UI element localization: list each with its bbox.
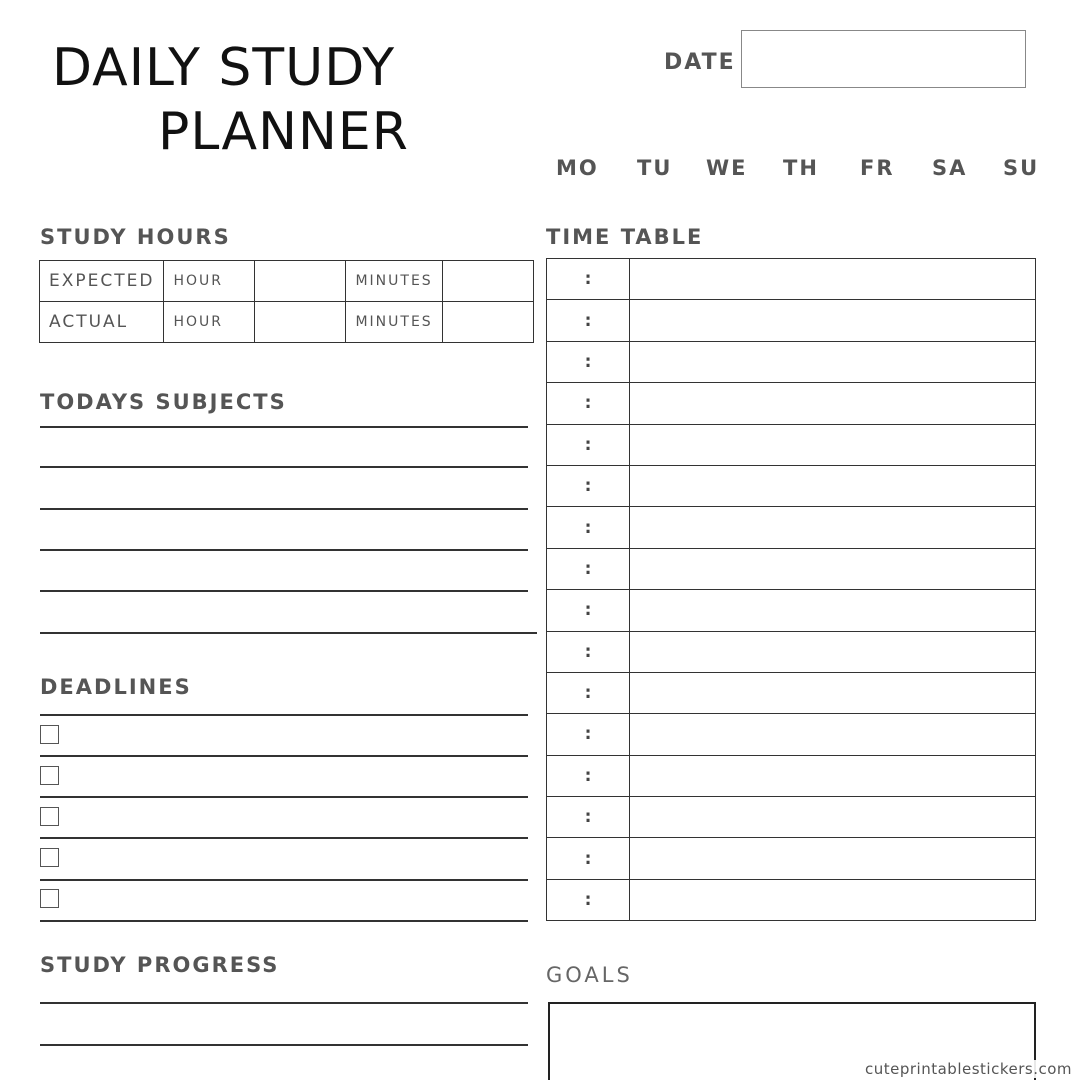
activity-field[interactable] bbox=[630, 590, 1036, 631]
activity-field[interactable] bbox=[630, 507, 1036, 548]
time-table-row bbox=[547, 259, 1036, 300]
activity-field[interactable] bbox=[630, 714, 1036, 755]
activity-field[interactable] bbox=[630, 465, 1036, 506]
day-monday[interactable]: MO bbox=[556, 156, 599, 180]
subject-line[interactable] bbox=[40, 466, 528, 468]
time-slot-field[interactable]: : bbox=[547, 714, 630, 755]
time-table-row bbox=[547, 714, 1036, 755]
time-slot-field[interactable]: : bbox=[547, 507, 630, 548]
activity-field[interactable] bbox=[630, 341, 1036, 382]
deadline-checkbox[interactable] bbox=[40, 766, 59, 785]
activity-field[interactable] bbox=[630, 383, 1036, 424]
time-table-row bbox=[547, 424, 1036, 465]
activity-field[interactable] bbox=[630, 672, 1036, 713]
page-title-line-1: DAILY STUDY bbox=[52, 38, 396, 98]
deadline-line bbox=[40, 796, 528, 798]
time-table bbox=[546, 258, 1036, 921]
time-table-row bbox=[547, 548, 1036, 589]
study-hours-heading: STUDY HOURS bbox=[40, 225, 231, 249]
time-table-row bbox=[547, 631, 1036, 672]
time-slot-field[interactable]: : bbox=[547, 259, 630, 300]
activity-field[interactable] bbox=[630, 424, 1036, 465]
day-thursday[interactable]: TH bbox=[783, 156, 819, 180]
goals-heading: GOALS bbox=[546, 963, 633, 987]
subjects-heading: TODAYS SUBJECTS bbox=[40, 390, 287, 414]
activity-field[interactable] bbox=[630, 755, 1036, 796]
page-title-line-2: PLANNER bbox=[158, 102, 409, 162]
expected-label: EXPECTED bbox=[40, 261, 164, 302]
time-slot-field[interactable]: : bbox=[547, 465, 630, 506]
progress-line[interactable] bbox=[40, 1002, 528, 1004]
activity-field[interactable] bbox=[630, 838, 1036, 879]
time-slot-field[interactable]: : bbox=[547, 755, 630, 796]
deadline-checkbox[interactable] bbox=[40, 725, 59, 744]
minutes-label: MINUTES bbox=[346, 261, 442, 302]
actual-minutes-field[interactable] bbox=[442, 302, 533, 343]
study-hours-row-expected bbox=[40, 261, 534, 302]
actual-label: ACTUAL bbox=[40, 302, 164, 343]
time-table-row bbox=[547, 797, 1036, 838]
activity-field[interactable] bbox=[630, 548, 1036, 589]
time-slot-field[interactable]: : bbox=[547, 838, 630, 879]
activity-field[interactable] bbox=[630, 879, 1036, 920]
study-hours-row-actual bbox=[40, 302, 534, 343]
date-label: DATE bbox=[664, 50, 736, 75]
date-field[interactable] bbox=[741, 30, 1026, 88]
progress-line[interactable] bbox=[40, 1044, 528, 1046]
watermark: cuteprintablestickers.com bbox=[865, 1060, 1072, 1078]
time-table-row bbox=[547, 383, 1036, 424]
day-sunday[interactable]: SU bbox=[1003, 156, 1040, 180]
activity-field[interactable] bbox=[630, 797, 1036, 838]
hour-label: HOUR bbox=[164, 302, 255, 343]
subject-line[interactable] bbox=[40, 549, 528, 551]
study-hours-table bbox=[39, 260, 534, 343]
minutes-label: MINUTES bbox=[346, 302, 442, 343]
time-table-row bbox=[547, 507, 1036, 548]
time-table-row bbox=[547, 465, 1036, 506]
deadline-line bbox=[40, 714, 528, 716]
time-slot-field[interactable]: : bbox=[547, 383, 630, 424]
subject-line[interactable] bbox=[40, 426, 528, 428]
deadline-checkbox[interactable] bbox=[40, 848, 59, 867]
time-table-row bbox=[547, 879, 1036, 920]
time-table-row bbox=[547, 755, 1036, 796]
time-slot-field[interactable]: : bbox=[547, 424, 630, 465]
deadline-checkbox[interactable] bbox=[40, 807, 59, 826]
time-slot-field[interactable]: : bbox=[547, 341, 630, 382]
time-table-row bbox=[547, 300, 1036, 341]
time-slot-field[interactable]: : bbox=[547, 631, 630, 672]
time-table-heading: TIME TABLE bbox=[546, 225, 704, 249]
subject-line[interactable] bbox=[40, 632, 537, 634]
time-table-row bbox=[547, 590, 1036, 631]
activity-field[interactable] bbox=[630, 300, 1036, 341]
expected-minutes-field[interactable] bbox=[442, 261, 533, 302]
hour-label: HOUR bbox=[164, 261, 255, 302]
deadline-line bbox=[40, 879, 528, 881]
subject-line[interactable] bbox=[40, 590, 528, 592]
time-slot-field[interactable]: : bbox=[547, 590, 630, 631]
activity-field[interactable] bbox=[630, 631, 1036, 672]
subject-line[interactable] bbox=[40, 508, 528, 510]
deadline-checkbox[interactable] bbox=[40, 889, 59, 908]
day-wednesday[interactable]: WE bbox=[706, 156, 748, 180]
deadline-line bbox=[40, 920, 528, 922]
time-table-row bbox=[547, 838, 1036, 879]
actual-hour-field[interactable] bbox=[255, 302, 346, 343]
deadline-line bbox=[40, 755, 528, 757]
deadlines-heading: DEADLINES bbox=[40, 675, 192, 699]
deadline-line bbox=[40, 837, 528, 839]
time-table-row bbox=[547, 672, 1036, 713]
day-friday[interactable]: FR bbox=[860, 156, 895, 180]
time-slot-field[interactable]: : bbox=[547, 300, 630, 341]
time-slot-field[interactable]: : bbox=[547, 548, 630, 589]
time-slot-field[interactable]: : bbox=[547, 672, 630, 713]
time-slot-field[interactable]: : bbox=[547, 797, 630, 838]
study-progress-heading: STUDY PROGRESS bbox=[40, 953, 280, 977]
day-tuesday[interactable]: TU bbox=[637, 156, 673, 180]
time-table-row bbox=[547, 341, 1036, 382]
activity-field[interactable] bbox=[630, 259, 1036, 300]
day-saturday[interactable]: SA bbox=[932, 156, 968, 180]
time-slot-field[interactable]: : bbox=[547, 879, 630, 920]
expected-hour-field[interactable] bbox=[255, 261, 346, 302]
